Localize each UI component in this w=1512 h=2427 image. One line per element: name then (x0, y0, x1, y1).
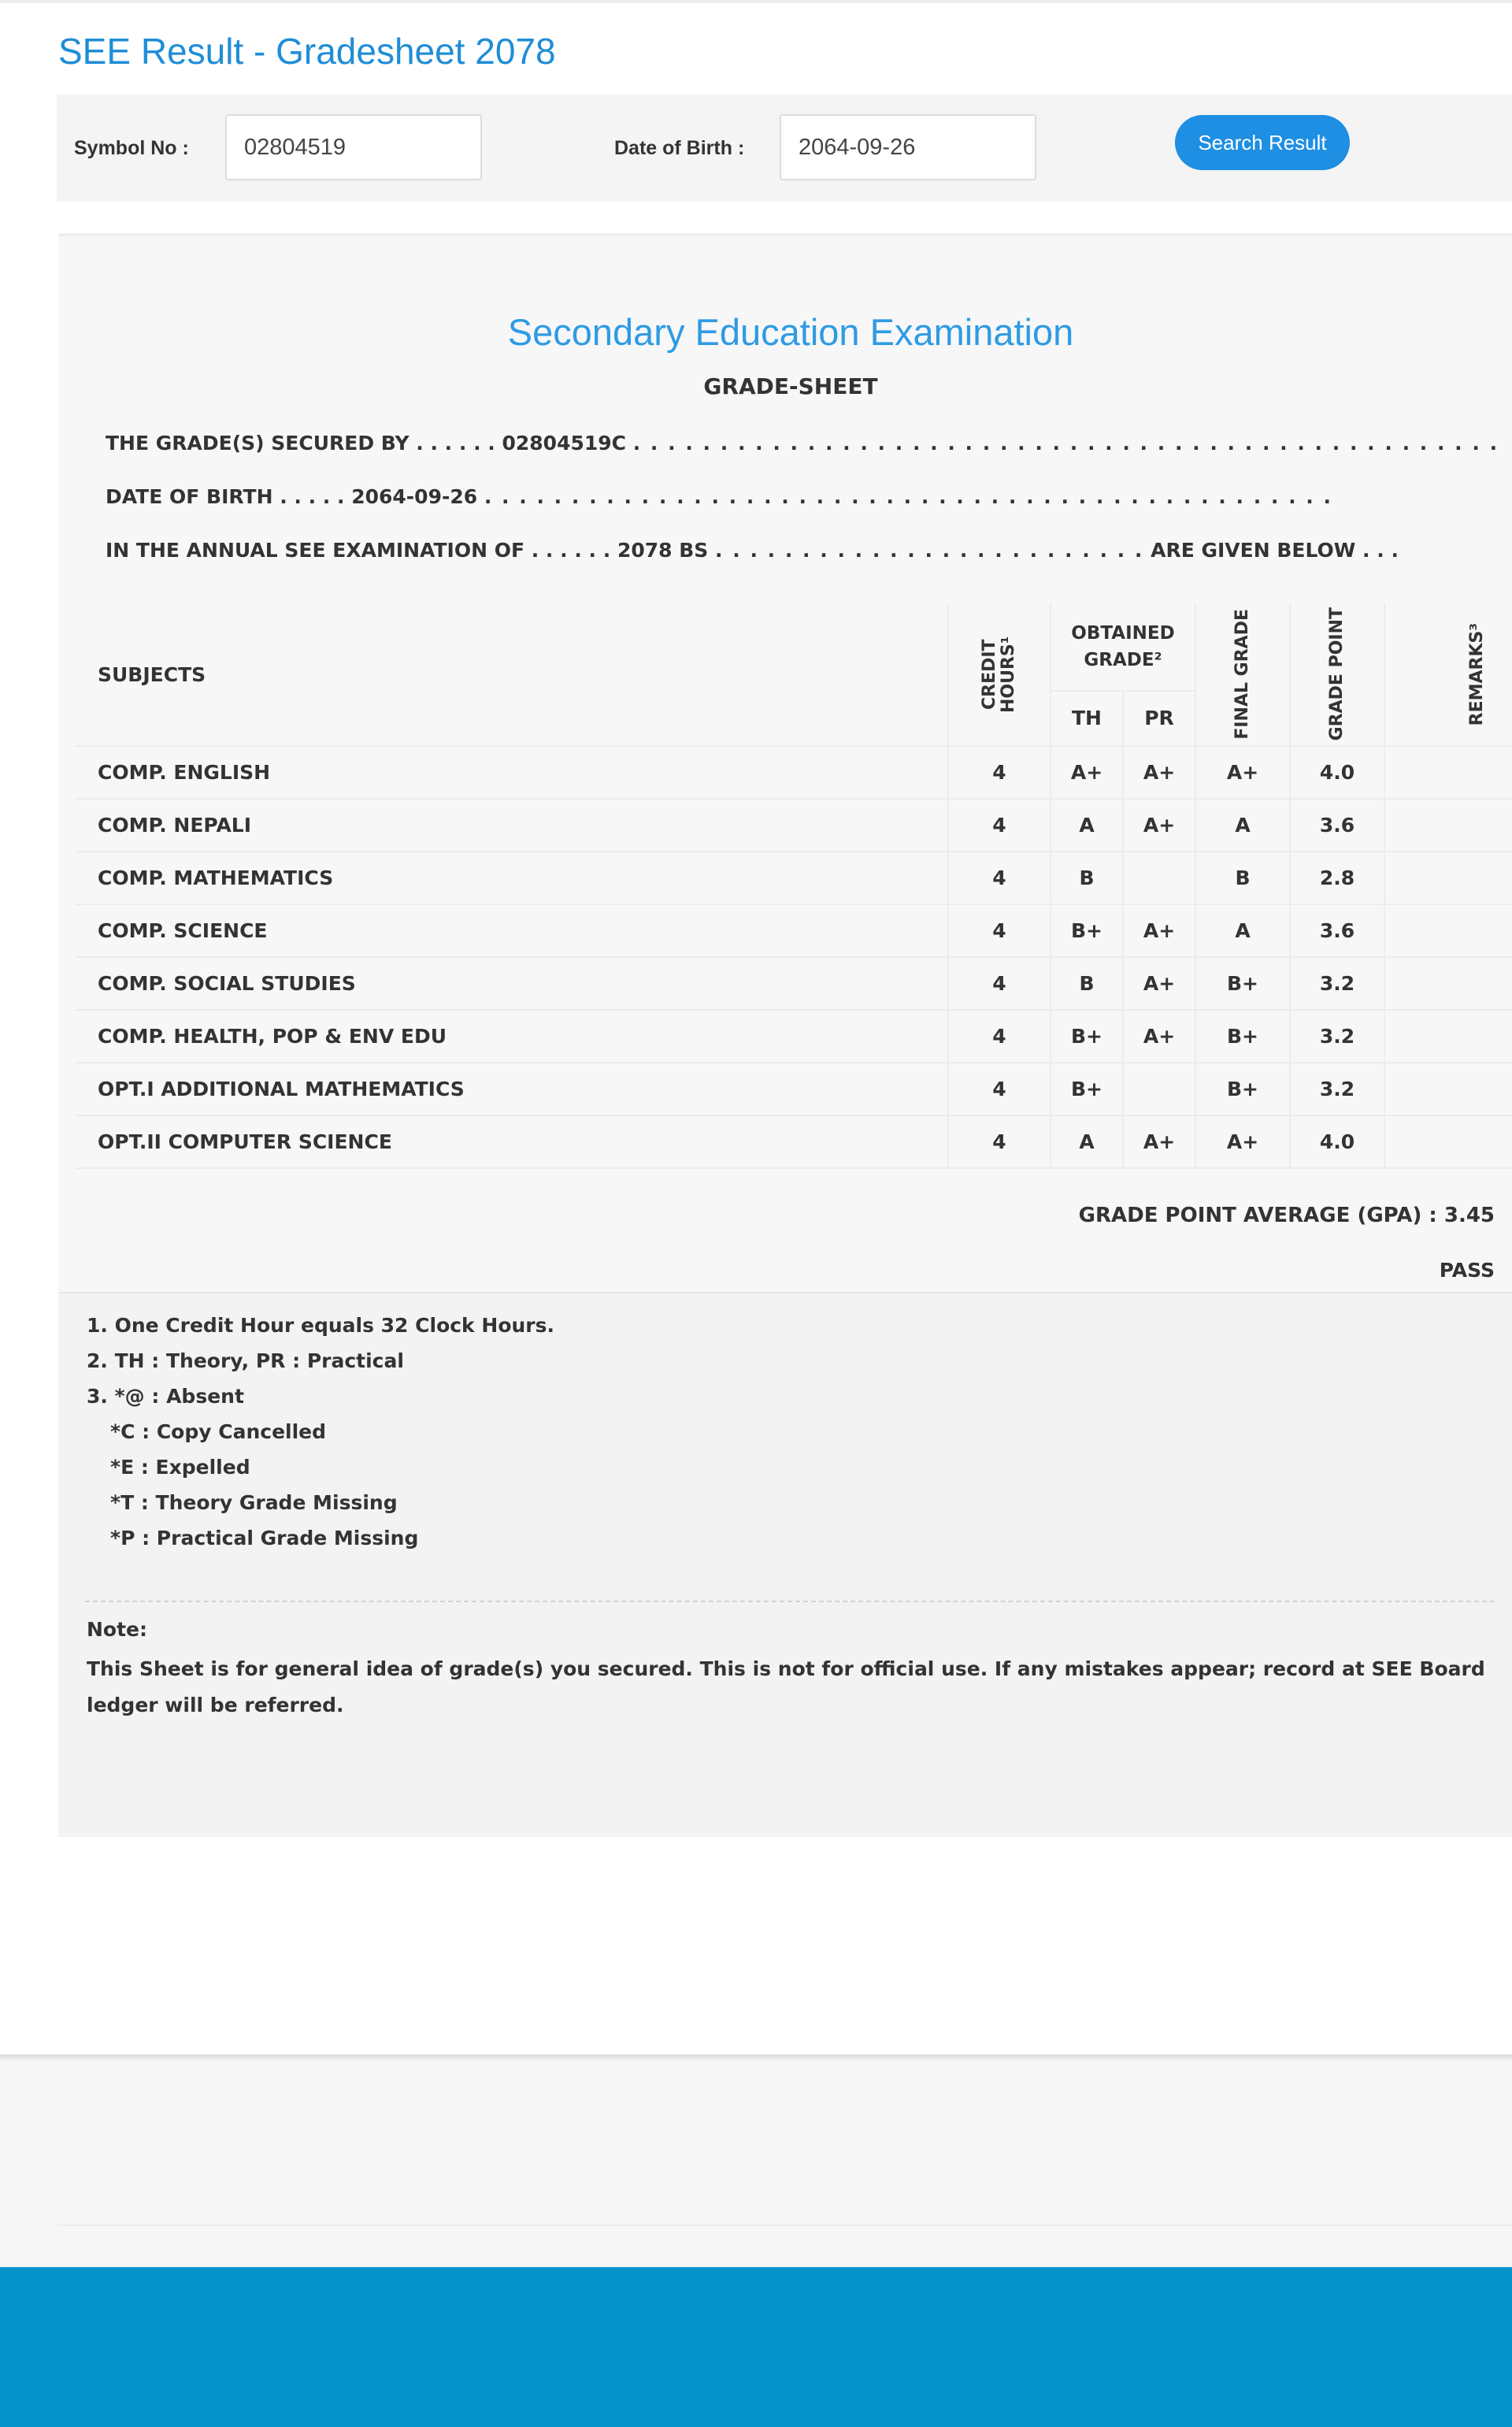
final-grade-cell: A (1195, 904, 1290, 957)
exam-line-value: 2078 BS (617, 539, 709, 562)
practical-grade-cell (1123, 1063, 1195, 1115)
remarks-cell (1384, 904, 1512, 957)
dob-line-label: DATE OF BIRTH . . . . . (106, 485, 345, 508)
date-of-birth-input[interactable] (780, 114, 1036, 180)
remarks-cell (1384, 746, 1512, 799)
table-row (76, 1115, 1512, 1168)
final-grade-cell: A (1195, 799, 1290, 852)
footnote-3-copy-cancelled: *C : Copy Cancelled (110, 1420, 327, 1443)
credit-cell: 4 (948, 957, 1051, 1010)
final-grade-cell: B+ (1195, 1063, 1290, 1115)
subject-cell: OPT.II COMPUTER SCIENCE (76, 1115, 948, 1168)
footnote-3-practical-missing: *P : Practical Grade Missing (110, 1527, 419, 1549)
table-row (76, 1063, 1512, 1115)
symbol-number-label: Symbol No : (74, 137, 189, 159)
theory-grade-cell: B (1051, 957, 1123, 1010)
theory-header: TH (1051, 691, 1123, 746)
footnote-3: 3. *@ : Absent (87, 1385, 244, 1408)
theory-grade-cell: B+ (1051, 904, 1123, 957)
theory-grade-cell: B+ (1051, 1063, 1123, 1115)
subjects-header: SUBJECTS (76, 603, 948, 746)
grade-point-cell: 2.8 (1290, 852, 1384, 904)
result-status: PASS (1439, 1259, 1495, 1282)
grade-point-cell: 4.0 (1290, 746, 1384, 799)
grade-point-header: GRADE POINT (1326, 607, 1347, 741)
secured-by-line: THE GRADE(S) SECURED BY . . . . . . 02804519C . . . . . . . . . . . . . . . . . . . . . . . . . . . . . . . . . . . . . . . . . . . . . . . . . . (106, 432, 1499, 455)
final-grade-cell: B (1195, 852, 1290, 904)
theory-grade-cell: A+ (1051, 746, 1123, 799)
table-row (76, 746, 1512, 799)
credit-cell: 4 (948, 746, 1051, 799)
exam-line-suffix: ARE GIVEN BELOW . . . (1151, 539, 1399, 562)
practical-grade-cell: A+ (1123, 746, 1195, 799)
note-heading: Note: (87, 1618, 148, 1641)
grade-point-cell: 3.6 (1290, 904, 1384, 957)
table-row (76, 852, 1512, 904)
practical-grade-cell: A+ (1123, 799, 1195, 852)
footnote-3-theory-missing: *T : Theory Grade Missing (110, 1491, 398, 1514)
panel-bottom-shadow (0, 2054, 1512, 2062)
subject-cell: OPT.I ADDITIONAL MATHEMATICS (76, 1063, 948, 1115)
grade-point-cell: 3.2 (1290, 1010, 1384, 1063)
table-row (76, 799, 1512, 852)
gradesheet-panel (58, 233, 1512, 1837)
subject-cell: COMP. MATHEMATICS (76, 852, 948, 904)
page-title: SEE Result - Gradesheet 2078 (58, 31, 556, 72)
date-of-birth-label: Date of Birth : (614, 137, 745, 159)
remarks-cell (1384, 799, 1512, 852)
symbol-number-input[interactable] (225, 114, 482, 180)
final-grade-cell: B+ (1195, 1010, 1290, 1063)
search-result-button[interactable]: Search Result (1175, 115, 1350, 170)
footnote-2: 2. TH : Theory, PR : Practical (87, 1349, 404, 1372)
theory-grade-cell: A (1051, 799, 1123, 852)
table-row (76, 957, 1512, 1010)
exam-title: Secondary Education Examination (507, 311, 1074, 353)
examination-line: IN THE ANNUAL SEE EXAMINATION OF . . . . . . 2078 BS . . . . . . . . . . . . . . . . . . . . . . . . . ARE GIVEN BELOW . . . (106, 539, 1399, 562)
practical-grade-cell (1123, 852, 1195, 904)
remarks-cell (1384, 1010, 1512, 1063)
practical-grade-cell: A+ (1123, 957, 1195, 1010)
remarks-header: REMARKS³ (1467, 622, 1488, 726)
final-grade-cell: A+ (1195, 1115, 1290, 1168)
gpa-summary: GRADE POINT AVERAGE (GPA) : 3.45 (1078, 1204, 1495, 1227)
lower-divider (57, 2225, 1512, 2226)
remarks-cell (1384, 852, 1512, 904)
grade-point-cell: 3.2 (1290, 957, 1384, 1010)
subject-cell: COMP. HEALTH, POP & ENV EDU (76, 1010, 948, 1063)
theory-grade-cell: B+ (1051, 1010, 1123, 1063)
practical-grade-cell: A+ (1123, 1010, 1195, 1063)
final-grade-cell: B+ (1195, 957, 1290, 1010)
credit-cell: 4 (948, 799, 1051, 852)
secured-by-value: 02804519C (502, 432, 627, 455)
search-form (57, 95, 1512, 202)
note-divider (85, 1601, 1495, 1602)
credit-cell: 4 (948, 852, 1051, 904)
credit-hours-header: CREDIT HOURS¹ (979, 636, 1018, 713)
table-row (76, 1010, 1512, 1063)
credit-cell: 4 (948, 904, 1051, 957)
theory-grade-cell: A (1051, 1115, 1123, 1168)
exam-line-label: IN THE ANNUAL SEE EXAMINATION OF . . . . . . (106, 539, 611, 562)
footnote-3-expelled: *E : Expelled (110, 1456, 250, 1479)
subject-cell: COMP. ENGLISH (76, 746, 948, 799)
gradesheet-heading: GRADE-SHEET (703, 373, 878, 399)
obtained-grade-header: OBTAINED GRADE² (1051, 603, 1195, 691)
footnote-1: 1. One Credit Hour equals 32 Clock Hours. (87, 1314, 554, 1337)
remarks-cell (1384, 1063, 1512, 1115)
final-grade-cell: A+ (1195, 746, 1290, 799)
credit-cell: 4 (948, 1063, 1051, 1115)
final-grade-header: FINAL GRADE (1232, 609, 1252, 740)
dob-line-value: 2064-09-26 (351, 485, 478, 508)
lower-blank-section (0, 2062, 1512, 2267)
top-border (0, 0, 1512, 3)
practical-header: PR (1123, 691, 1195, 746)
subject-cell: COMP. SOCIAL STUDIES (76, 957, 948, 1010)
footnotes-section (58, 1292, 1512, 1837)
subject-cell: COMP. NEPALI (76, 799, 948, 852)
grade-point-cell: 3.2 (1290, 1063, 1384, 1115)
theory-grade-cell: B (1051, 852, 1123, 904)
remarks-cell (1384, 957, 1512, 1010)
date-of-birth-line: DATE OF BIRTH . . . . . 2064-09-26 . . . . . . . . . . . . . . . . . . . . . . . . . . . . . . . . . . . . . . . . . . . . . . . . . (106, 485, 1332, 508)
remarks-cell (1384, 1115, 1512, 1168)
grade-point-cell: 3.6 (1290, 799, 1384, 852)
grades-table (76, 603, 1512, 1169)
practical-grade-cell: A+ (1123, 1115, 1195, 1168)
grade-point-cell: 4.0 (1290, 1115, 1384, 1168)
site-footer (0, 2267, 1512, 2427)
practical-grade-cell: A+ (1123, 904, 1195, 957)
credit-cell: 4 (948, 1010, 1051, 1063)
credit-cell: 4 (948, 1115, 1051, 1168)
table-row (76, 904, 1512, 957)
secured-by-label: THE GRADE(S) SECURED BY . . . . . . (106, 432, 495, 455)
subject-cell: COMP. SCIENCE (76, 904, 948, 957)
note-text: This Sheet is for general idea of grade(s) you secured. This is not for official use. If any mistakes appear; record at SEE Board ledger will be referred. (87, 1657, 1485, 1716)
